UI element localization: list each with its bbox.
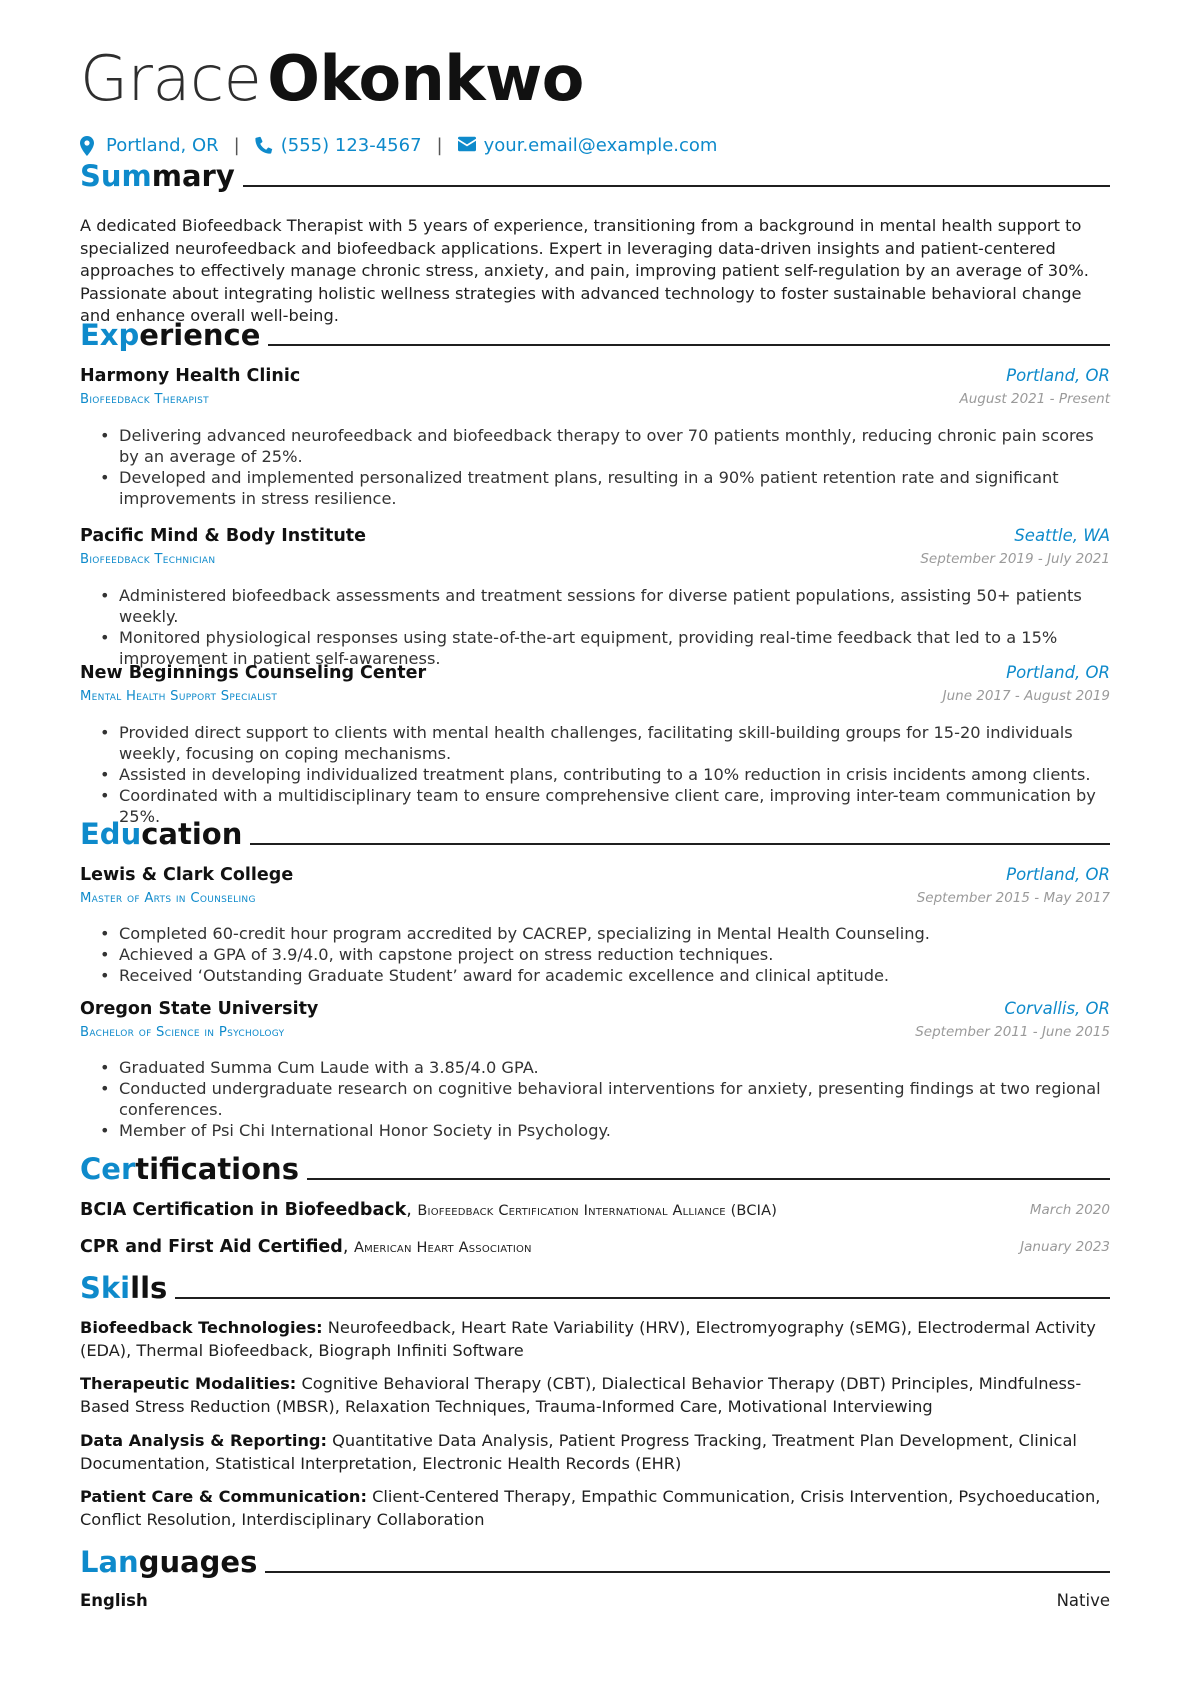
bullet-item: • Assisted in developing individualized treatment plans, contributing to a 10% reduction in crisis incidents among clients. <box>100 764 1115 785</box>
bullet-item: • Received ‘Outstanding Graduate Student’ award for academic excellence and clinical aptitude. <box>100 965 1115 986</box>
skill-group <box>80 1373 1115 1418</box>
skill-group <box>80 1486 1115 1531</box>
job-location: Portland, OR <box>1006 366 1110 385</box>
languages-heading: Languages <box>80 1544 1110 1580</box>
bullet-item: • Administered biofeedback assessments and treatment sessions for diverse patient populations, assisting 50+ patients weekly. <box>100 585 1115 627</box>
education-dates: September 2011 - June 2015 <box>915 1024 1110 1040</box>
job-location: Seattle, WA <box>1014 526 1110 545</box>
envelope-icon <box>458 136 476 156</box>
last-name: Okonkwo <box>267 42 584 115</box>
job-title: Biofeedback Technician <box>80 552 216 567</box>
school-name: Lewis & Clark College <box>80 865 294 885</box>
skill-group <box>80 1317 1115 1362</box>
section-rule <box>265 1571 1110 1573</box>
school-name: Oregon State University <box>80 999 319 1019</box>
first-name: Grace <box>80 42 262 115</box>
skill-text: Neurofeedback, Heart Rate Variability (HRV), Electromyography (sEMG), Electrodermal Activity (EDA), Thermal Biofeedback, Biograph Infiniti Software <box>80 1318 1096 1360</box>
bullet-item: • Monitored physiological responses using state-of-the-art equipment, providing real-time feedback that led to a 15% improvement in patient self-awareness. <box>100 627 1115 669</box>
location-text: Portland, OR <box>106 135 219 156</box>
certification-name: BCIA Certification in Biofeedback <box>80 1200 407 1220</box>
skill-text: Cognitive Behavioral Therapy (CBT), Dialectical Behavior Therapy (DBT) Principles, Mindfulness-Based Stress Reduction (MBSR), Relaxation Techniques, Trauma-Informed Care, Motivational Interviewing <box>80 1374 1082 1416</box>
skill-label: Patient Care & Communication: <box>80 1487 367 1506</box>
education-heading: Education <box>80 816 1110 852</box>
summary-heading: Summary <box>80 158 1110 194</box>
bullet-item: • Completed 60-credit hour program accredited by CACREP, specializing in Mental Health Counseling. <box>100 923 1115 944</box>
contact-bar <box>80 133 717 159</box>
phone-icon <box>255 136 273 156</box>
job-bullets <box>100 585 1115 669</box>
job-title: Biofeedback Therapist <box>80 392 209 407</box>
skill-label: Data Analysis & Reporting: <box>80 1431 327 1450</box>
phone-text: (555) 123-4567 <box>280 135 422 156</box>
skills-heading: Skills <box>80 1270 1110 1306</box>
candidate-name <box>80 38 584 120</box>
bullet-item: • Graduated Summa Cum Laude with a 3.85/4.0 GPA. <box>100 1057 1115 1078</box>
experience-heading: Experience <box>80 317 1110 353</box>
education-dates: September 2015 - May 2017 <box>916 890 1110 906</box>
education-bullets <box>100 1057 1115 1141</box>
school-location: Corvallis, OR <box>1004 999 1110 1018</box>
degree-title: Master of Arts in Counseling <box>80 891 256 906</box>
bullet-item: • Delivering advanced neurofeedback and biofeedback therapy to over 70 patients monthly, reducing chronic pain scores by an average of 25%. <box>100 425 1115 467</box>
certification-name: CPR and First Aid Certified <box>80 1237 343 1257</box>
certifications-heading: Certifications <box>80 1151 1110 1187</box>
job-location: Portland, OR <box>1006 663 1110 682</box>
language-name: English <box>80 1591 148 1610</box>
bullet-item: • Developed and implemented personalized treatment plans, resulting in a 90% patient retention rate and significant improvements in stress resilience. <box>100 467 1115 509</box>
section-rule <box>268 344 1110 346</box>
skill-text: Client-Centered Therapy, Empathic Communication, Crisis Intervention, Psychoeducation, Conflict Resolution, Interdisciplinary Collaboration <box>80 1487 1101 1529</box>
section-rule <box>307 1178 1110 1180</box>
certification-date: March 2020 <box>1029 1202 1110 1218</box>
job-dates: August 2021 - Present <box>959 391 1110 407</box>
job-dates: June 2017 - August 2019 <box>942 688 1110 704</box>
map-pin-icon <box>80 136 98 156</box>
certification-issuer: Biofeedback Certification International Alliance (BCIA) <box>417 1203 778 1219</box>
job-bullets <box>100 425 1115 509</box>
bullet-item: • Provided direct support to clients with mental health challenges, facilitating skill-building groups for 15-20 individuals weekly, focusing on coping mechanisms. <box>100 722 1115 764</box>
job-dates: September 2019 - July 2021 <box>920 551 1110 567</box>
summary-text: A dedicated Biofeedback Therapist with 5 years of experience, transitioning from a background in mental health support to specialized neurofeedback and biofeedback applications. Expert in leveraging data-driven insights and patient-centered approaches to effectively manage chronic stress, anxiety, and pain, improving patient self-regulation by an average of 30%. Passionate about integrating holistic wellness strategies with advanced technology to foster sustainable behavioral change and enhance overall well-being. <box>80 216 1089 326</box>
education-bullets <box>100 923 1115 986</box>
section-rule <box>175 1297 1110 1299</box>
skill-label: Therapeutic Modalities: <box>80 1374 297 1393</box>
job-title: Mental Health Support Specialist <box>80 689 278 704</box>
contact-separator: | <box>233 135 240 156</box>
employer-name: New Beginnings Counseling Center <box>80 663 427 683</box>
email-link[interactable]: your.email@example.com <box>483 135 718 156</box>
bullet-item: • Member of Psi Chi International Honor Society in Psychology. <box>100 1120 1115 1141</box>
employer-name: Harmony Health Clinic <box>80 366 301 386</box>
certification-item: CPR and First Aid Certified, American Heart Association <box>80 1237 532 1257</box>
certification-issuer: American Heart Association <box>353 1240 532 1256</box>
certification-item: BCIA Certification in Biofeedback, Biofeedback Certification International Alliance (BCIA) <box>80 1200 778 1220</box>
employer-name: Pacific Mind & Body Institute <box>80 526 367 546</box>
bullet-item: • Achieved a GPA of 3.9/4.0, with capstone project on stress reduction techniques. <box>100 944 1115 965</box>
bullet-item: • Conducted undergraduate research on cognitive behavioral interventions for anxiety, presenting findings at two regional conferences. <box>100 1078 1115 1120</box>
job-bullets <box>100 722 1115 827</box>
skill-label: Biofeedback Technologies: <box>80 1318 323 1337</box>
bullet-item: • Coordinated with a multidisciplinary team to ensure comprehensive client care, improving inter-team communication by 25%. <box>100 785 1115 827</box>
skill-group <box>80 1430 1115 1475</box>
skill-text: Quantitative Data Analysis, Patient Progress Tracking, Treatment Plan Development, Clinical Documentation, Statistical Interpretation, Electronic Health Records (EHR) <box>80 1431 1077 1473</box>
section-rule <box>243 185 1110 187</box>
section-rule <box>250 843 1110 845</box>
language-level: Native <box>1056 1591 1110 1610</box>
certification-date: January 2023 <box>1020 1239 1110 1255</box>
contact-separator: | <box>436 135 443 156</box>
degree-title: Bachelor of Science in Psychology <box>80 1025 285 1040</box>
school-location: Portland, OR <box>1006 865 1110 884</box>
